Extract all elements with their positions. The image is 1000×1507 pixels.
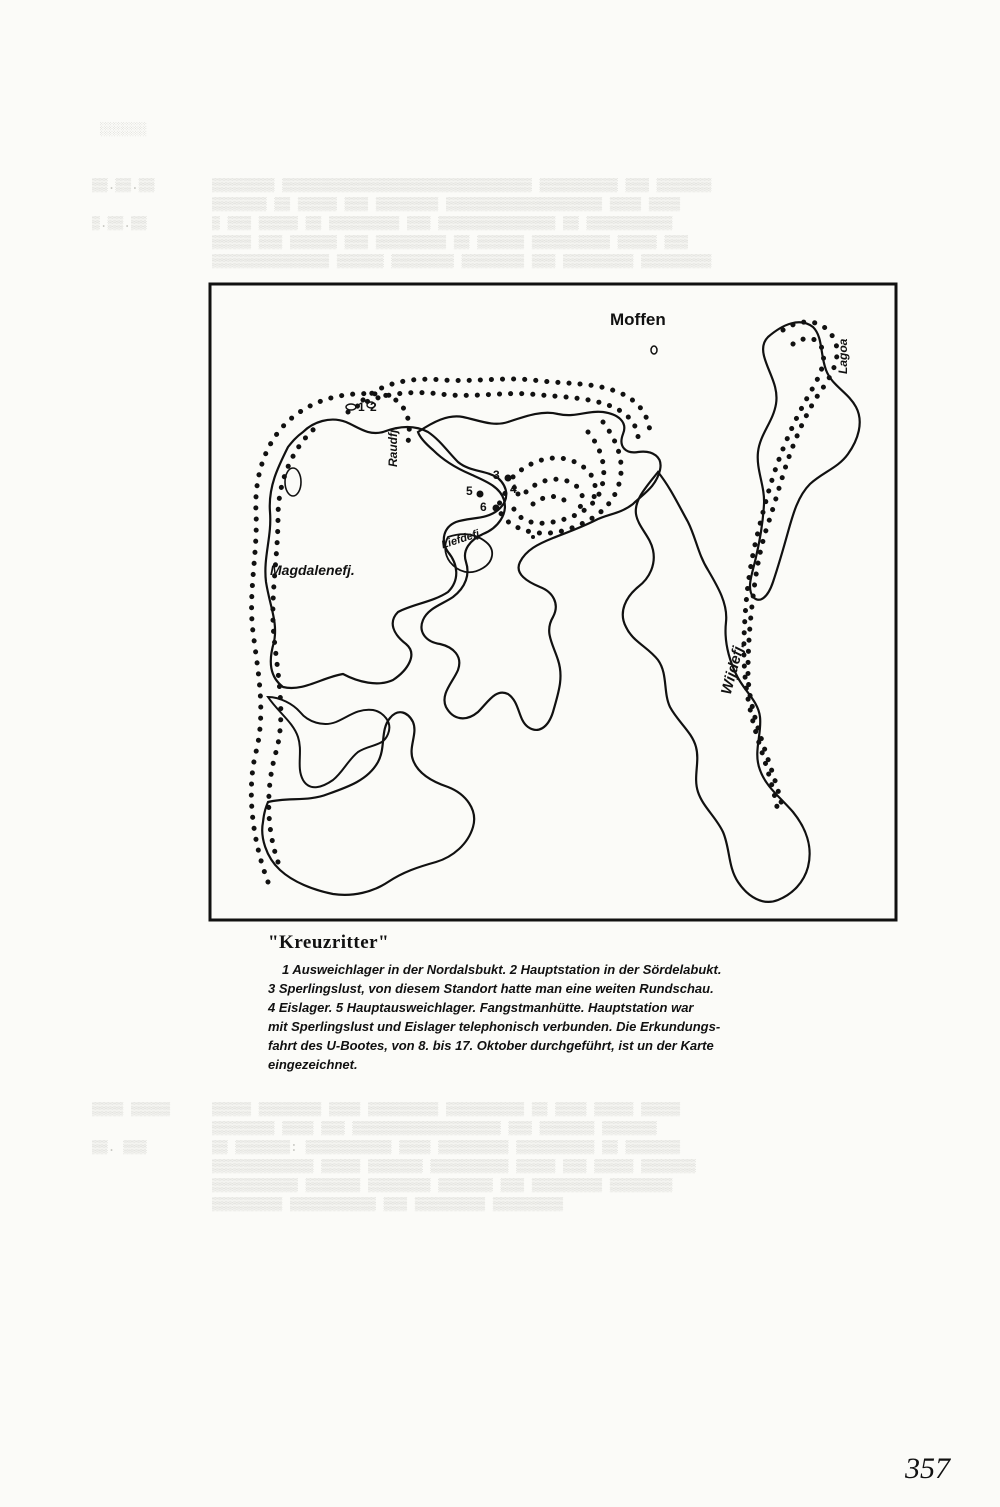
station-number-4: 4 xyxy=(510,482,517,496)
label-lagoa: Lagoa xyxy=(836,338,850,374)
caption-line: mit Sperlingslust und Eislager telephonisch verbunden. Die Erkundungs- xyxy=(268,1019,721,1034)
caption-line: fahrt des U-Bootes, von 8. bis 17. Oktober durchgeführt, ist un der Karte xyxy=(268,1038,714,1053)
svalbard-map xyxy=(208,282,898,922)
station-number-5: 5 xyxy=(466,484,473,498)
caption-line: 4 Eislager. 5 Hauptausweichlager. Fangstmanhütte. Hauptstation war xyxy=(268,1000,694,1015)
label-raudfjord: Raudfj. xyxy=(386,426,400,467)
caption-line: 3 Sperlingslust, von diesem Standort hatte man eine weiten Rundschau. xyxy=(268,981,714,996)
label-wijdefjord: Wijdefj. xyxy=(718,640,749,697)
station-5-marker xyxy=(477,491,484,498)
east-landmass-coastline xyxy=(623,472,810,902)
station-number-3: 3 xyxy=(493,468,500,482)
page-number: 357 xyxy=(905,1452,950,1485)
caption-title: "Kreuzritter" xyxy=(268,932,390,953)
station-3-marker xyxy=(505,475,512,482)
caption-line: eingezeichnet. xyxy=(268,1057,358,1072)
label-moffen: Moffen xyxy=(610,310,666,329)
label-magdalenefjord: Magdalenefj. xyxy=(270,562,355,578)
u-boat-route xyxy=(251,322,837,882)
islet xyxy=(285,468,301,496)
map-drawing xyxy=(208,282,898,922)
station-number-1: 1 xyxy=(358,400,365,414)
station-number-6: 6 xyxy=(480,500,487,514)
south-landmass-coastline xyxy=(262,712,474,895)
caption-line: 1 Ausweichlager in der Nordalsbukt. 2 Hauptstation in der Sördelabukt. xyxy=(282,962,722,977)
station-marker xyxy=(531,535,535,539)
moffen-island xyxy=(651,346,657,354)
station-number-2: 2 xyxy=(370,400,377,414)
station-6-marker xyxy=(493,505,500,512)
bleed-through-text: ░░░░░░ ▒▒.▒▒.▒▒ ▒▒▒▒▒▒▒▒ ▒▒▒▒▒▒▒▒▒▒▒▒▒▒▒▒▒▒▒▒▒▒▒▒▒▒▒▒▒▒▒▒ ▒▒▒▒▒▒▒▒▒▒ ▒▒▒ ▒▒▒▒▒▒▒ ▒▒▒▒▒▒▒ ▒▒ ▒▒▒▒▒ ▒▒▒ ▒▒▒▒▒▒▒▒ ▒▒▒▒▒▒▒▒▒▒▒▒▒▒▒▒▒▒▒▒ ▒▒▒▒ ▒▒▒▒ ▒.▒▒.▒▒ ▒ ▒▒▒ ▒▒▒▒▒ ▒▒ ▒▒▒▒▒▒▒▒▒ ▒▒▒ ▒▒▒▒▒▒▒▒▒▒▒▒▒▒▒ ▒▒ ▒▒▒▒▒▒▒▒▒▒▒ ▒▒▒▒▒ ▒▒▒ ▒▒▒▒▒▒ ▒▒▒ ▒▒▒▒▒▒▒▒▒ ▒▒ ▒▒▒▒▒▒ ▒▒▒▒▒▒▒▒▒▒ ▒▒▒▒▒ ▒▒▒ ▒▒▒▒▒▒▒▒▒▒▒▒▒▒▒ ▒▒▒▒▒▒ ▒▒▒▒▒▒▒▒ ▒▒▒▒▒▒▒▒ ▒▒▒ ▒▒▒▒▒▒▒▒▒ ▒▒▒▒▒▒▒▒▒ ▒▒▒▒ ▒▒▒▒▒ ▒▒▒▒▒ ▒▒▒▒▒▒▒▒ ▒▒▒▒ ▒▒▒▒▒▒▒▒▒ ▒▒▒▒▒▒▒▒▒▒ ▒▒ ▒▒▒▒ ▒▒▒▒▒ ▒▒▒▒▒ ▒▒▒▒▒▒▒▒ ▒▒▒▒ ▒▒▒ ▒▒▒▒▒▒▒▒▒▒▒▒▒▒▒▒▒▒▒ ▒▒▒ ▒▒▒▒▒▒▒ ▒▒▒▒▒▒▒ ▒▒. ▒▒▒ ▒▒ ▒▒▒▒▒▒▒: ▒▒▒▒▒▒▒▒▒▒▒ ▒▒▒▒ ▒▒▒▒▒▒▒▒▒ ▒▒▒▒▒▒▒▒▒▒ ▒▒ ▒▒▒▒▒▒▒ ▒▒▒▒▒▒▒▒▒▒▒▒▒ ▒▒▒▒▒ ▒▒▒▒▒▒▒ ▒▒▒▒▒▒▒▒▒▒ ▒▒▒▒▒ ▒▒▒ ▒▒▒▒▒ ▒▒▒▒▒▒▒ ▒▒▒▒▒▒▒▒▒▒▒ ▒▒▒▒▒▒▒ ▒▒▒▒▒▒▒▒ ▒▒▒▒▒▒▒ ▒▒▒ ▒▒▒▒▒▒▒▒▒ ▒▒▒▒▒▒▒▒ ▒▒▒▒▒▒▒▒▒ ▒▒▒▒▒▒▒▒▒▒▒ ▒▒▒ ▒▒▒▒▒▒▒▒▒ ▒▒▒▒▒▒▒▒▒ xyxy=(92,122,712,1212)
islet xyxy=(346,404,356,410)
map-frame xyxy=(210,284,896,920)
label-liefdefjord: Liefdefj. xyxy=(440,526,484,552)
southwest-landmass-coastline xyxy=(268,697,389,787)
